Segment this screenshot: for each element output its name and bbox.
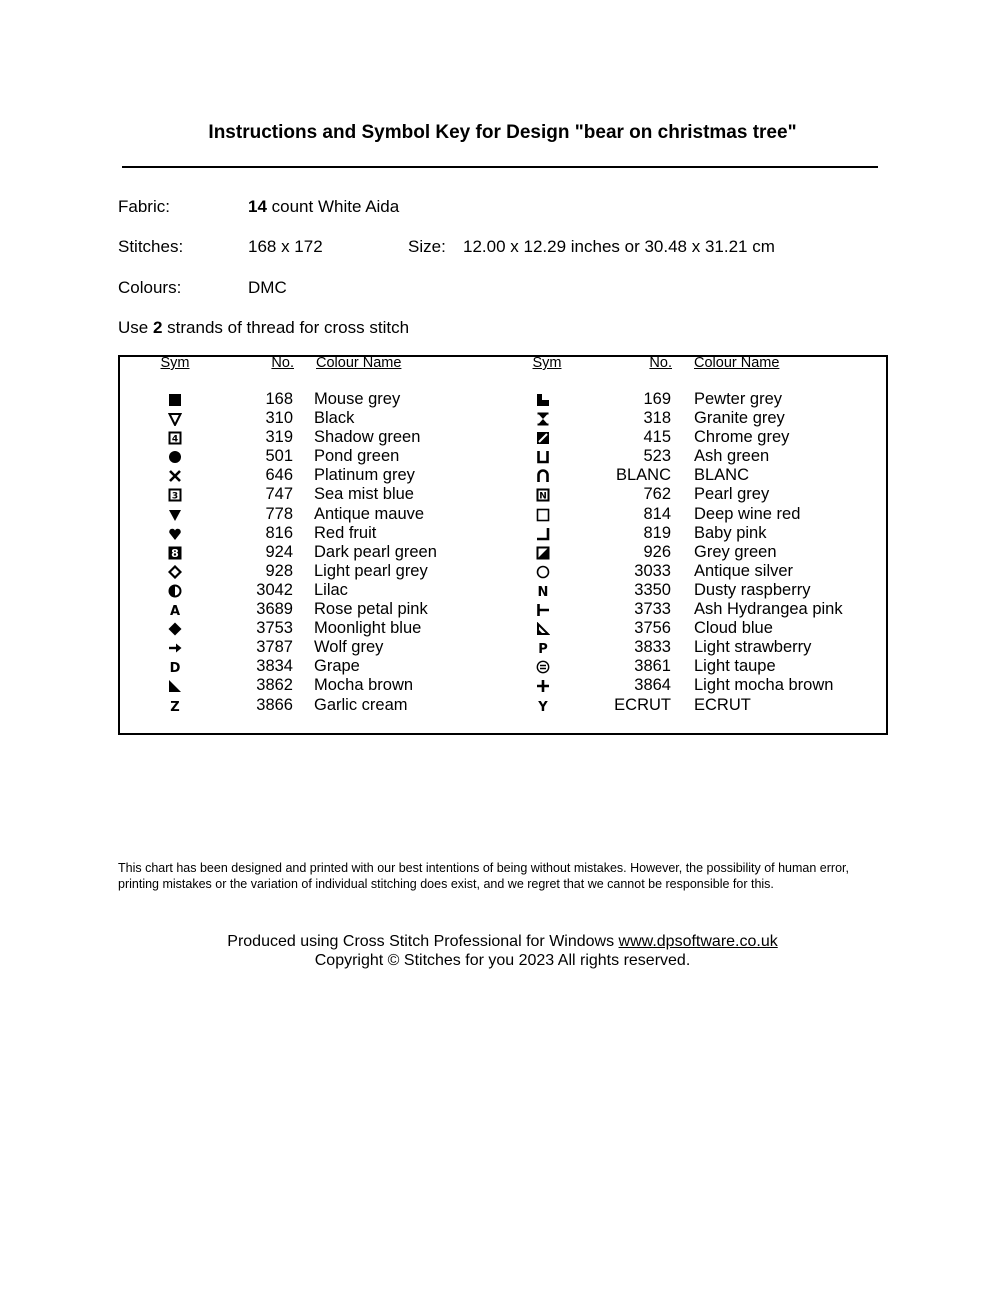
key-row — [533, 447, 873, 466]
colours-label: Colours: — [118, 278, 182, 297]
key-row — [165, 638, 495, 657]
svg-text:N: N — [537, 584, 549, 598]
colour-number: 501 — [265, 447, 293, 466]
colour-name: Moonlight blue — [314, 619, 422, 638]
key-column-right — [533, 390, 873, 715]
key-row — [165, 390, 495, 409]
size-value: 12.00 x 12.29 inches or 30.48 x 31.21 cm — [463, 237, 775, 256]
diamond-outline-icon — [165, 564, 185, 580]
colour-name: Antique mauve — [314, 504, 425, 523]
colour-number: 3753 — [256, 619, 293, 638]
letter-p-icon — [533, 640, 553, 656]
key-row — [165, 696, 495, 715]
svg-text:Y: Y — [538, 699, 548, 713]
footer — [0, 932, 1005, 970]
colour-name: Sea mist blue — [314, 485, 414, 504]
slash-box-filled-icon — [533, 430, 553, 446]
step-block-icon — [533, 392, 553, 408]
stitches-label: Stitches: — [118, 237, 184, 256]
colour-name: Garlic cream — [314, 695, 408, 714]
colour-number: 318 — [643, 409, 671, 428]
colour-number: 3042 — [256, 580, 293, 599]
colour-number: 816 — [265, 523, 293, 542]
half-circle-icon — [165, 583, 185, 599]
key-row — [165, 485, 495, 504]
key-row — [533, 696, 873, 715]
copyright-text: Copyright © Stitches for you 2023 All rights reserved. — [314, 952, 691, 969]
colour-name: Grey green — [694, 542, 777, 561]
svg-text:Z: Z — [170, 699, 180, 713]
svg-text:8: 8 — [171, 546, 179, 560]
letter-d-icon — [165, 659, 185, 675]
corner-triangle-icon — [165, 678, 185, 694]
colour-number: 3033 — [634, 561, 671, 580]
title-divider — [122, 166, 878, 168]
x-icon — [165, 468, 185, 484]
colour-number: 310 — [265, 409, 293, 428]
svg-text:D: D — [169, 661, 181, 675]
key-row — [533, 466, 873, 485]
key-row — [165, 657, 495, 676]
colour-name: Black — [314, 409, 355, 428]
colour-number: 523 — [643, 447, 671, 466]
produced-line — [0, 932, 1005, 951]
strands-instruction — [118, 318, 409, 338]
fabric-count: 14 — [248, 197, 267, 216]
key-row — [533, 619, 873, 638]
key-row — [533, 524, 873, 543]
key-row — [165, 619, 495, 638]
boxed-4-icon — [165, 430, 185, 446]
colour-name: Platinum grey — [314, 466, 415, 485]
colour-name: Light taupe — [694, 657, 776, 676]
header-sym-left: Sym — [160, 355, 190, 371]
key-row — [165, 581, 495, 600]
tee-sideways-icon — [533, 602, 553, 618]
colour-name: Pewter grey — [694, 390, 783, 408]
key-row — [533, 505, 873, 524]
fabric-value — [248, 197, 399, 217]
colour-number: 3864 — [634, 676, 671, 695]
colour-name: Cloud blue — [694, 619, 773, 638]
key-row — [533, 657, 873, 676]
key-column-left — [165, 390, 495, 715]
colour-number: 928 — [265, 561, 293, 580]
key-row — [533, 600, 873, 619]
slash-box-outline-icon — [533, 545, 553, 561]
key-row — [165, 600, 495, 619]
colour-name: Baby pink — [694, 523, 767, 542]
colour-number: 3756 — [634, 619, 671, 638]
produced-text: Produced using Cross Stitch Professional for Windows — [227, 933, 619, 950]
key-row — [165, 466, 495, 485]
circled-equals-icon — [533, 659, 553, 675]
colour-name: Granite grey — [694, 409, 785, 428]
key-row — [533, 485, 873, 504]
colour-name: Antique silver — [694, 561, 794, 580]
colour-number: 3834 — [256, 657, 293, 676]
colour-number: 3862 — [256, 676, 293, 695]
letter-a-icon — [165, 602, 185, 618]
strands-post: strands of thread for cross stitch — [162, 318, 410, 337]
header-no-right: No. — [649, 355, 672, 371]
colour-number: BLANC — [615, 466, 671, 485]
colour-number: 3833 — [634, 638, 671, 657]
colour-number: 747 — [265, 485, 293, 504]
boxed-3-icon — [165, 487, 185, 503]
page-title: Instructions and Symbol Key for Design "bear on christmas tree" — [208, 122, 797, 143]
svg-text:4: 4 — [171, 434, 179, 445]
svg-text:3: 3 — [171, 492, 179, 503]
size-label: Size: — [408, 237, 446, 256]
hourglass-icon — [533, 411, 553, 427]
colour-number: 3861 — [634, 657, 671, 676]
boxed-n-icon — [533, 487, 553, 503]
colour-number: ECRUT — [614, 695, 671, 714]
strands-count: 2 — [152, 318, 163, 337]
key-row — [533, 562, 873, 581]
key-row — [533, 390, 873, 409]
circle-outline-icon — [533, 564, 553, 580]
colour-number: 819 — [643, 523, 671, 542]
svg-text:P: P — [538, 642, 548, 656]
stitches-value: 168 x 172 — [248, 237, 323, 256]
colour-name: ECRUT — [694, 695, 751, 714]
filled-circle-icon — [165, 449, 185, 465]
colour-name: Mocha brown — [314, 676, 414, 695]
colour-number: 926 — [643, 542, 671, 561]
heart-icon — [165, 526, 185, 542]
letter-y-icon — [533, 698, 553, 714]
letter-n-icon — [533, 583, 553, 599]
letter-z-icon — [165, 698, 185, 714]
colour-number: 778 — [265, 504, 293, 523]
boxed-8-icon — [165, 545, 185, 561]
key-row — [165, 676, 495, 695]
header-sym-right: Sym — [532, 355, 562, 371]
colour-name: Lilac — [314, 580, 348, 599]
colour-number: 169 — [643, 390, 671, 408]
header-colour-name-left: Colour Name — [316, 355, 402, 371]
colour-number: 3787 — [256, 638, 293, 657]
key-row — [533, 543, 873, 562]
svg-text:A: A — [169, 604, 181, 618]
key-row — [533, 409, 873, 428]
empty-square-icon — [533, 507, 553, 523]
colour-name: Ash Hydrangea pink — [694, 600, 843, 619]
colour-number: 3733 — [634, 600, 671, 619]
key-row — [165, 428, 495, 447]
key-row — [533, 638, 873, 657]
colour-name: Dark pearl green — [314, 542, 437, 561]
colour-number: 646 — [265, 466, 293, 485]
colour-number: 3689 — [256, 600, 293, 619]
colour-name: Grape — [314, 657, 360, 676]
plus-icon — [533, 678, 553, 694]
colour-name: Chrome grey — [694, 428, 790, 447]
dpsoftware-link[interactable]: www.dpsoftware.co.uk — [618, 933, 778, 950]
corner-triangle-outline-icon — [533, 621, 553, 637]
filled-square-icon — [165, 392, 185, 408]
svg-text:N: N — [539, 492, 547, 503]
strands-pre: Use — [118, 318, 153, 337]
key-row — [533, 676, 873, 695]
arrow-right-icon — [165, 640, 185, 656]
key-row — [533, 428, 873, 447]
colour-name: BLANC — [694, 466, 750, 485]
colour-name: Red fruit — [314, 523, 377, 542]
cup-icon — [533, 449, 553, 465]
corner-bracket-icon — [533, 526, 553, 542]
colour-number: 924 — [265, 542, 293, 561]
colour-number: 3866 — [256, 695, 293, 714]
header-no-left: No. — [271, 355, 294, 371]
key-row — [165, 543, 495, 562]
colour-name: Shadow green — [314, 428, 421, 447]
colour-name: Deep wine red — [694, 504, 801, 523]
colour-name: Pearl grey — [694, 485, 770, 504]
fabric-description: count White Aida — [266, 197, 400, 216]
colour-name: Light mocha brown — [694, 676, 834, 695]
key-row — [165, 562, 495, 581]
colour-name: Ash green — [694, 447, 770, 466]
key-row — [165, 409, 495, 428]
disclaimer-text: This chart has been designed and printed with our best intentions of being without mistakes. However, the possibility of human error, printing mistakes or the variation of individual stitching does exist, and we regret that we cannot be responsible for this. — [118, 861, 849, 891]
colour-name: Rose petal pink — [314, 600, 428, 619]
colour-name: Dusty raspberry — [694, 580, 811, 599]
colour-number: 319 — [265, 428, 293, 447]
colour-name: Light strawberry — [694, 638, 812, 657]
colour-number: 762 — [643, 485, 671, 504]
key-row — [533, 581, 873, 600]
colours-value: DMC — [248, 278, 287, 297]
colour-name: Wolf grey — [314, 638, 384, 657]
down-triangle-filled-icon — [165, 507, 185, 523]
key-row — [165, 505, 495, 524]
colour-number: 168 — [265, 390, 293, 408]
fabric-label: Fabric: — [118, 197, 170, 216]
diamond-filled-icon — [165, 621, 185, 637]
key-row — [165, 524, 495, 543]
key-row — [165, 447, 495, 466]
down-triangle-outline-icon — [165, 411, 185, 427]
colour-number: 3350 — [634, 580, 671, 599]
colour-number: 415 — [643, 428, 671, 447]
arch-icon — [533, 468, 553, 484]
colour-number: 814 — [643, 504, 671, 523]
colour-name: Mouse grey — [314, 390, 401, 408]
colour-name: Pond green — [314, 447, 400, 466]
colour-name: Light pearl grey — [314, 561, 428, 580]
header-colour-name-right: Colour Name — [694, 355, 780, 371]
